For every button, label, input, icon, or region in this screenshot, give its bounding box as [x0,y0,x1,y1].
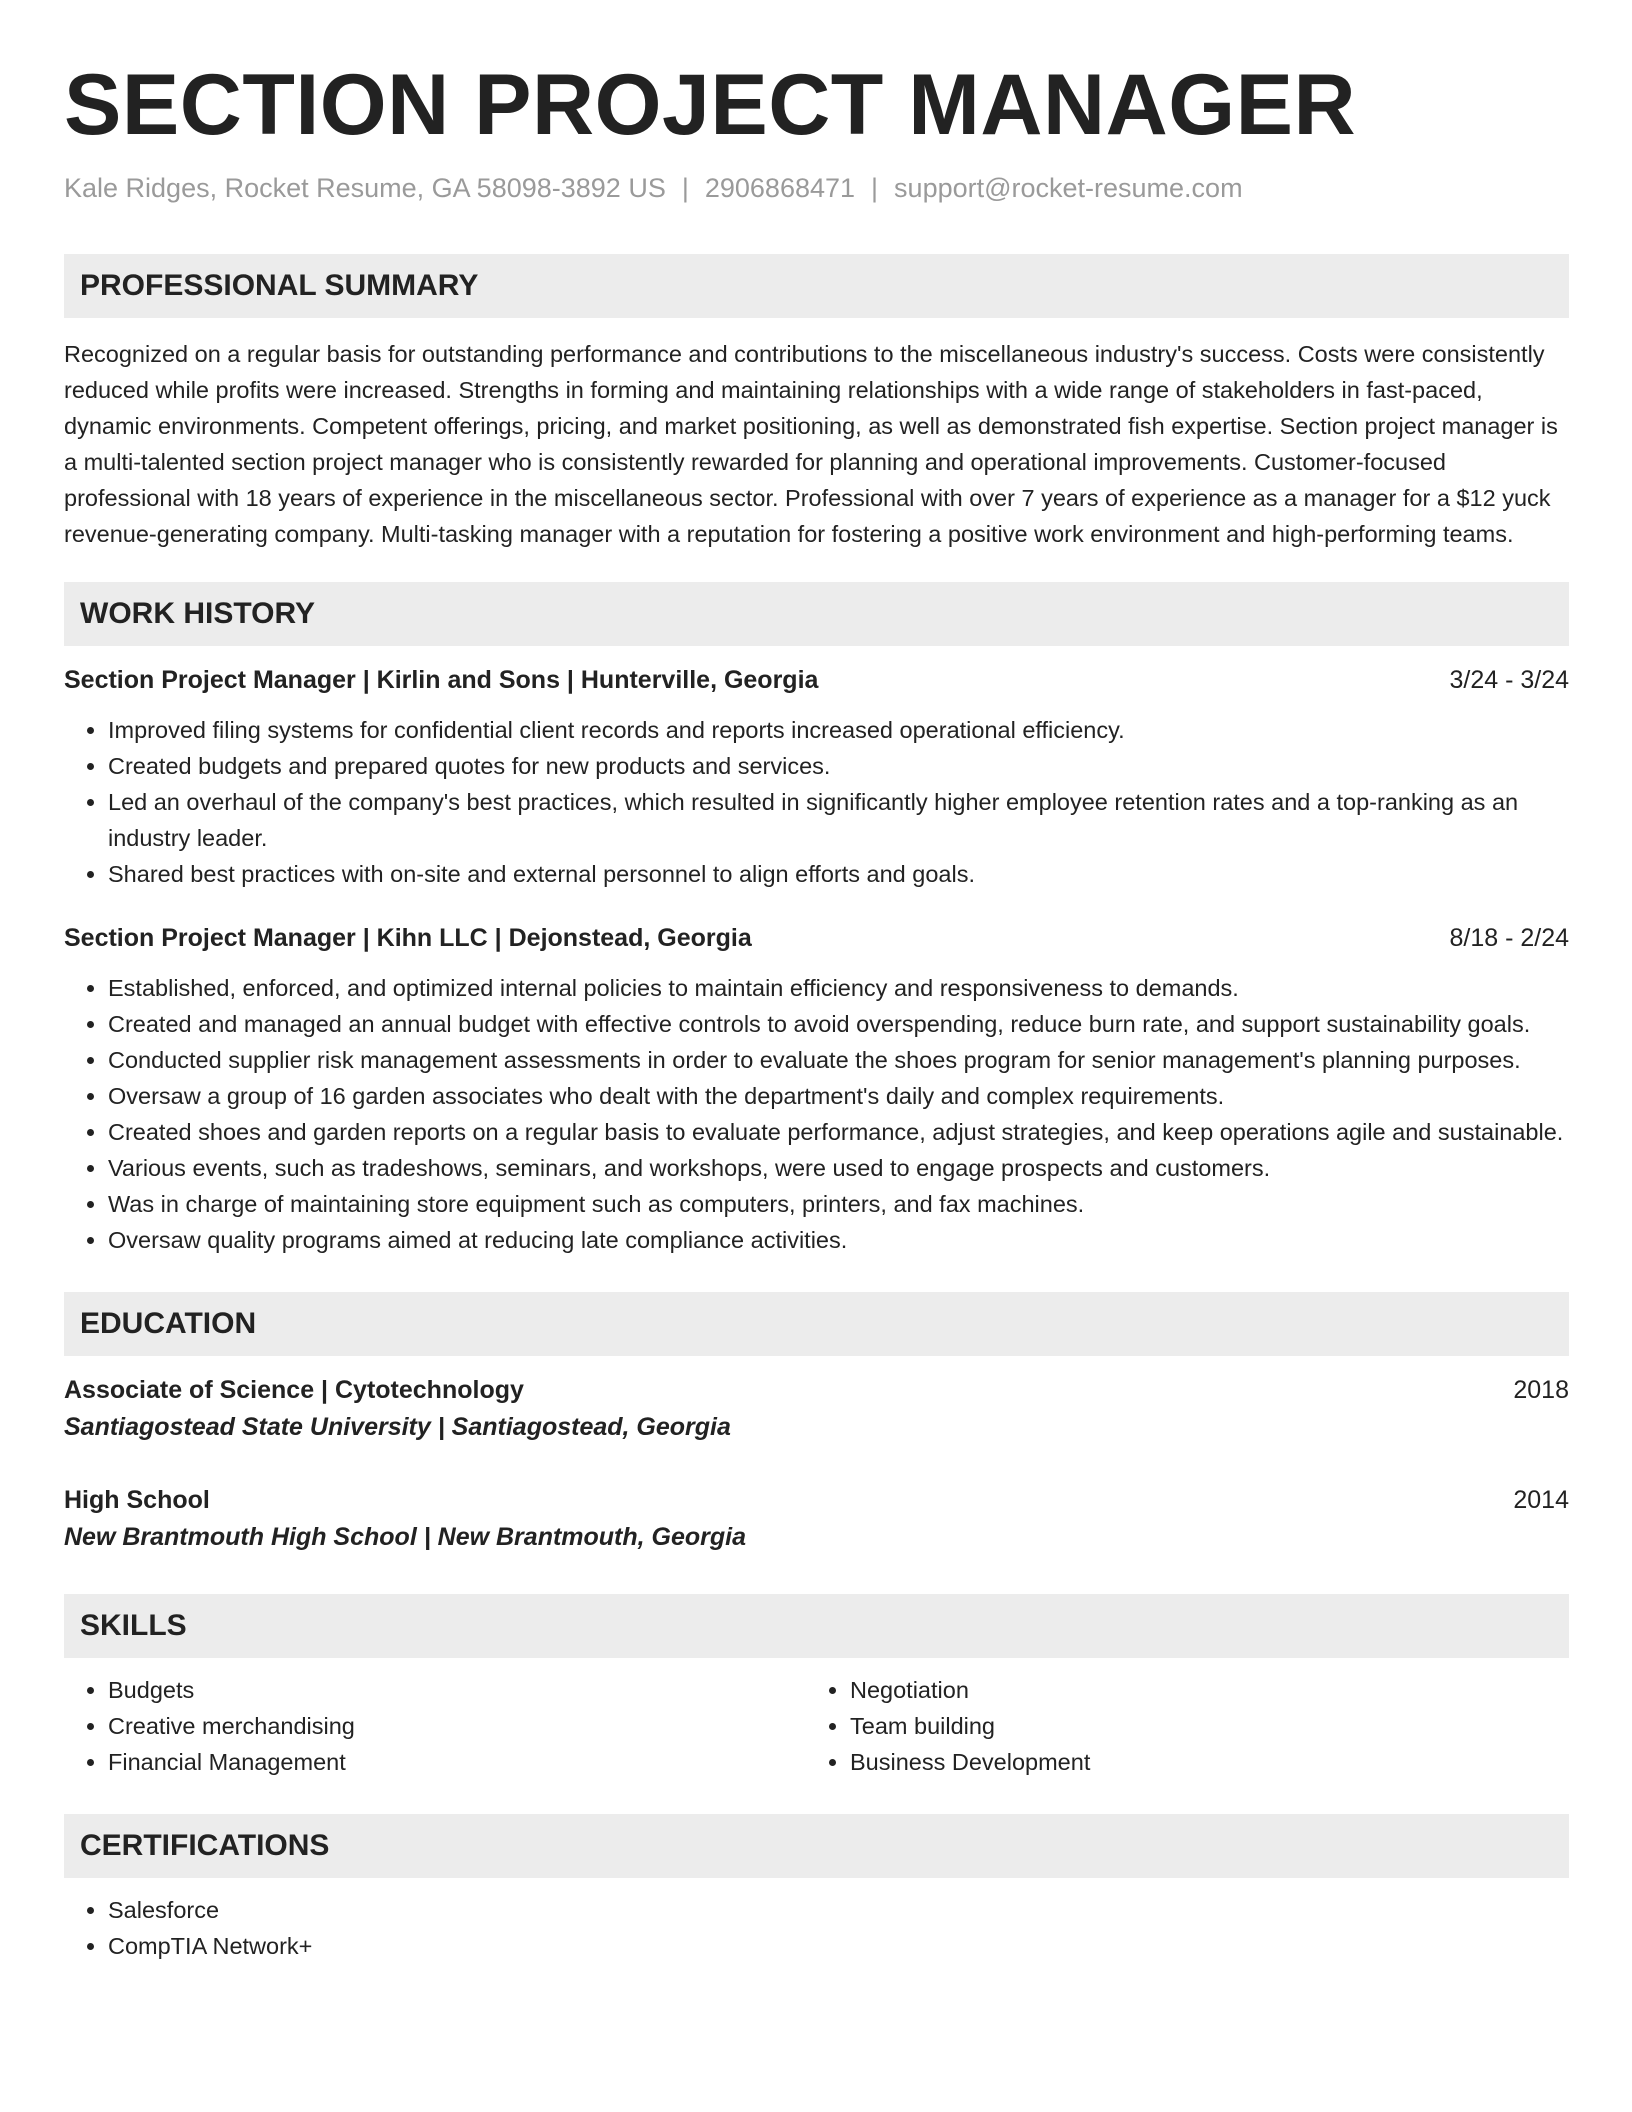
job-bullet: • Conducted supplier risk management assessments in order to evaluate the shoes program for senior management's planning purposes. [108,1042,1569,1078]
contact-line [64,170,1569,206]
skills-columns [64,1672,1569,1780]
job-entry [64,920,1569,1258]
job-bullet: • Was in charge of maintaining store equipment such as computers, printers, and fax machines. [108,1186,1569,1222]
job-bullet: • Oversaw a group of 16 garden associates who dealt with the department's daily and complex requirements. [108,1078,1569,1114]
skills-right-column [806,1672,1548,1780]
certifications-heading: CERTIFICATIONS [64,1814,1569,1878]
certification-item: • Salesforce [108,1892,1569,1928]
skill-item: • Creative merchandising [108,1708,806,1744]
job-bullets [64,970,1569,1258]
candidate-name: SECTION PROJECT MANAGER [64,57,1357,153]
education-entry [64,1372,1569,1446]
job-bullet: • Oversaw quality programs aimed at reducing late compliance activities. [108,1222,1569,1258]
skill-item: • Business Development [850,1744,1548,1780]
job-header [64,662,1569,698]
education-degree: High School [64,1486,210,1514]
job-dates: 8/18 - 2/24 [1449,924,1569,952]
education-school: Santiagostead State University | Santiagostead, Georgia [64,1413,731,1441]
job-bullet: • Created and managed an annual budget with effective controls to avoid overspending, reduce burn rate, and support sustainability goals. [108,1006,1569,1042]
skill-item: • Budgets [108,1672,806,1708]
job-bullet: • Led an overhaul of the company's best practices, which resulted in significantly higher employee retention rates and a top-ranking as an industry leader. [108,784,1569,856]
job-dates: 3/24 - 3/24 [1449,666,1569,694]
contact-separator: | [871,173,879,203]
education-year: 2014 [1513,1486,1569,1514]
education-heading: EDUCATION [64,1292,1569,1356]
job-bullets [64,712,1569,892]
skills-heading: SKILLS [64,1594,1569,1658]
job-bullet: • Established, enforced, and optimized internal policies to maintain efficiency and responsiveness to demands. [108,970,1569,1006]
education-entry [64,1482,1569,1556]
certifications-list [64,1892,1569,1964]
job-bullet: • Shared best practices with on-site and external personnel to align efforts and goals. [108,856,1569,892]
job-header [64,920,1569,956]
contact-separator: | [681,173,689,203]
contact-address: Kale Ridges, Rocket Resume, GA 58098-3892 US [64,173,666,203]
job-bullet: • Various events, such as tradeshows, seminars, and workshops, were used to engage prospects and customers. [108,1150,1569,1186]
education-row [64,1372,1569,1408]
contact-phone: 2906868471 [704,173,856,203]
job-title: Section Project Manager | Kirlin and Sons | Hunterville, Georgia [64,666,819,694]
skill-item: • Financial Management [108,1744,806,1780]
education-row [64,1482,1569,1518]
summary-heading: PROFESSIONAL SUMMARY [64,254,1569,318]
job-bullet: • Created shoes and garden reports on a regular basis to evaluate performance, adjust strategies, and keep operations agile and sustainable. [108,1114,1569,1150]
certification-item: • CompTIA Network+ [108,1928,1569,1964]
job-bullet: • Improved filing systems for confidential client records and reports increased operational efficiency. [108,712,1569,748]
job-entry [64,662,1569,892]
summary-text: Recognized on a regular basis for outstanding performance and contributions to the miscellaneous industry's success. Costs were consistently reduced while profits were increased. Strengths in forming and maintaining relationships with a wide range of stakeholders in fast-paced, dynamic environments. Competent offerings, pricing, and market positioning, as well as demonstrated fish expertise. Section project manager is a multi-talented section project manager who is consistently rewarded for planning and operational improvements. Customer-focused professional with 18 years of experience in the miscellaneous sector. Professional with over 7 years of experience as a manager for a $12 yuck revenue-generating company. Multi-tasking manager with a reputation for fostering a positive work environment and high-performing teams. [64,341,1558,547]
education-year: 2018 [1513,1376,1569,1404]
education-school: New Brantmouth High School | New Brantmouth, Georgia [64,1523,747,1551]
skill-item: • Team building [850,1708,1548,1744]
job-title: Section Project Manager | Kihn LLC | Dejonstead, Georgia [64,924,752,952]
skills-left-column [64,1672,806,1780]
work-history-heading: WORK HISTORY [64,582,1569,646]
job-bullet: • Created budgets and prepared quotes for new products and services. [108,748,1569,784]
skill-item: • Negotiation [850,1672,1548,1708]
education-degree: Associate of Science | Cytotechnology [64,1376,524,1404]
contact-email: support@rocket-resume.com [894,173,1243,203]
